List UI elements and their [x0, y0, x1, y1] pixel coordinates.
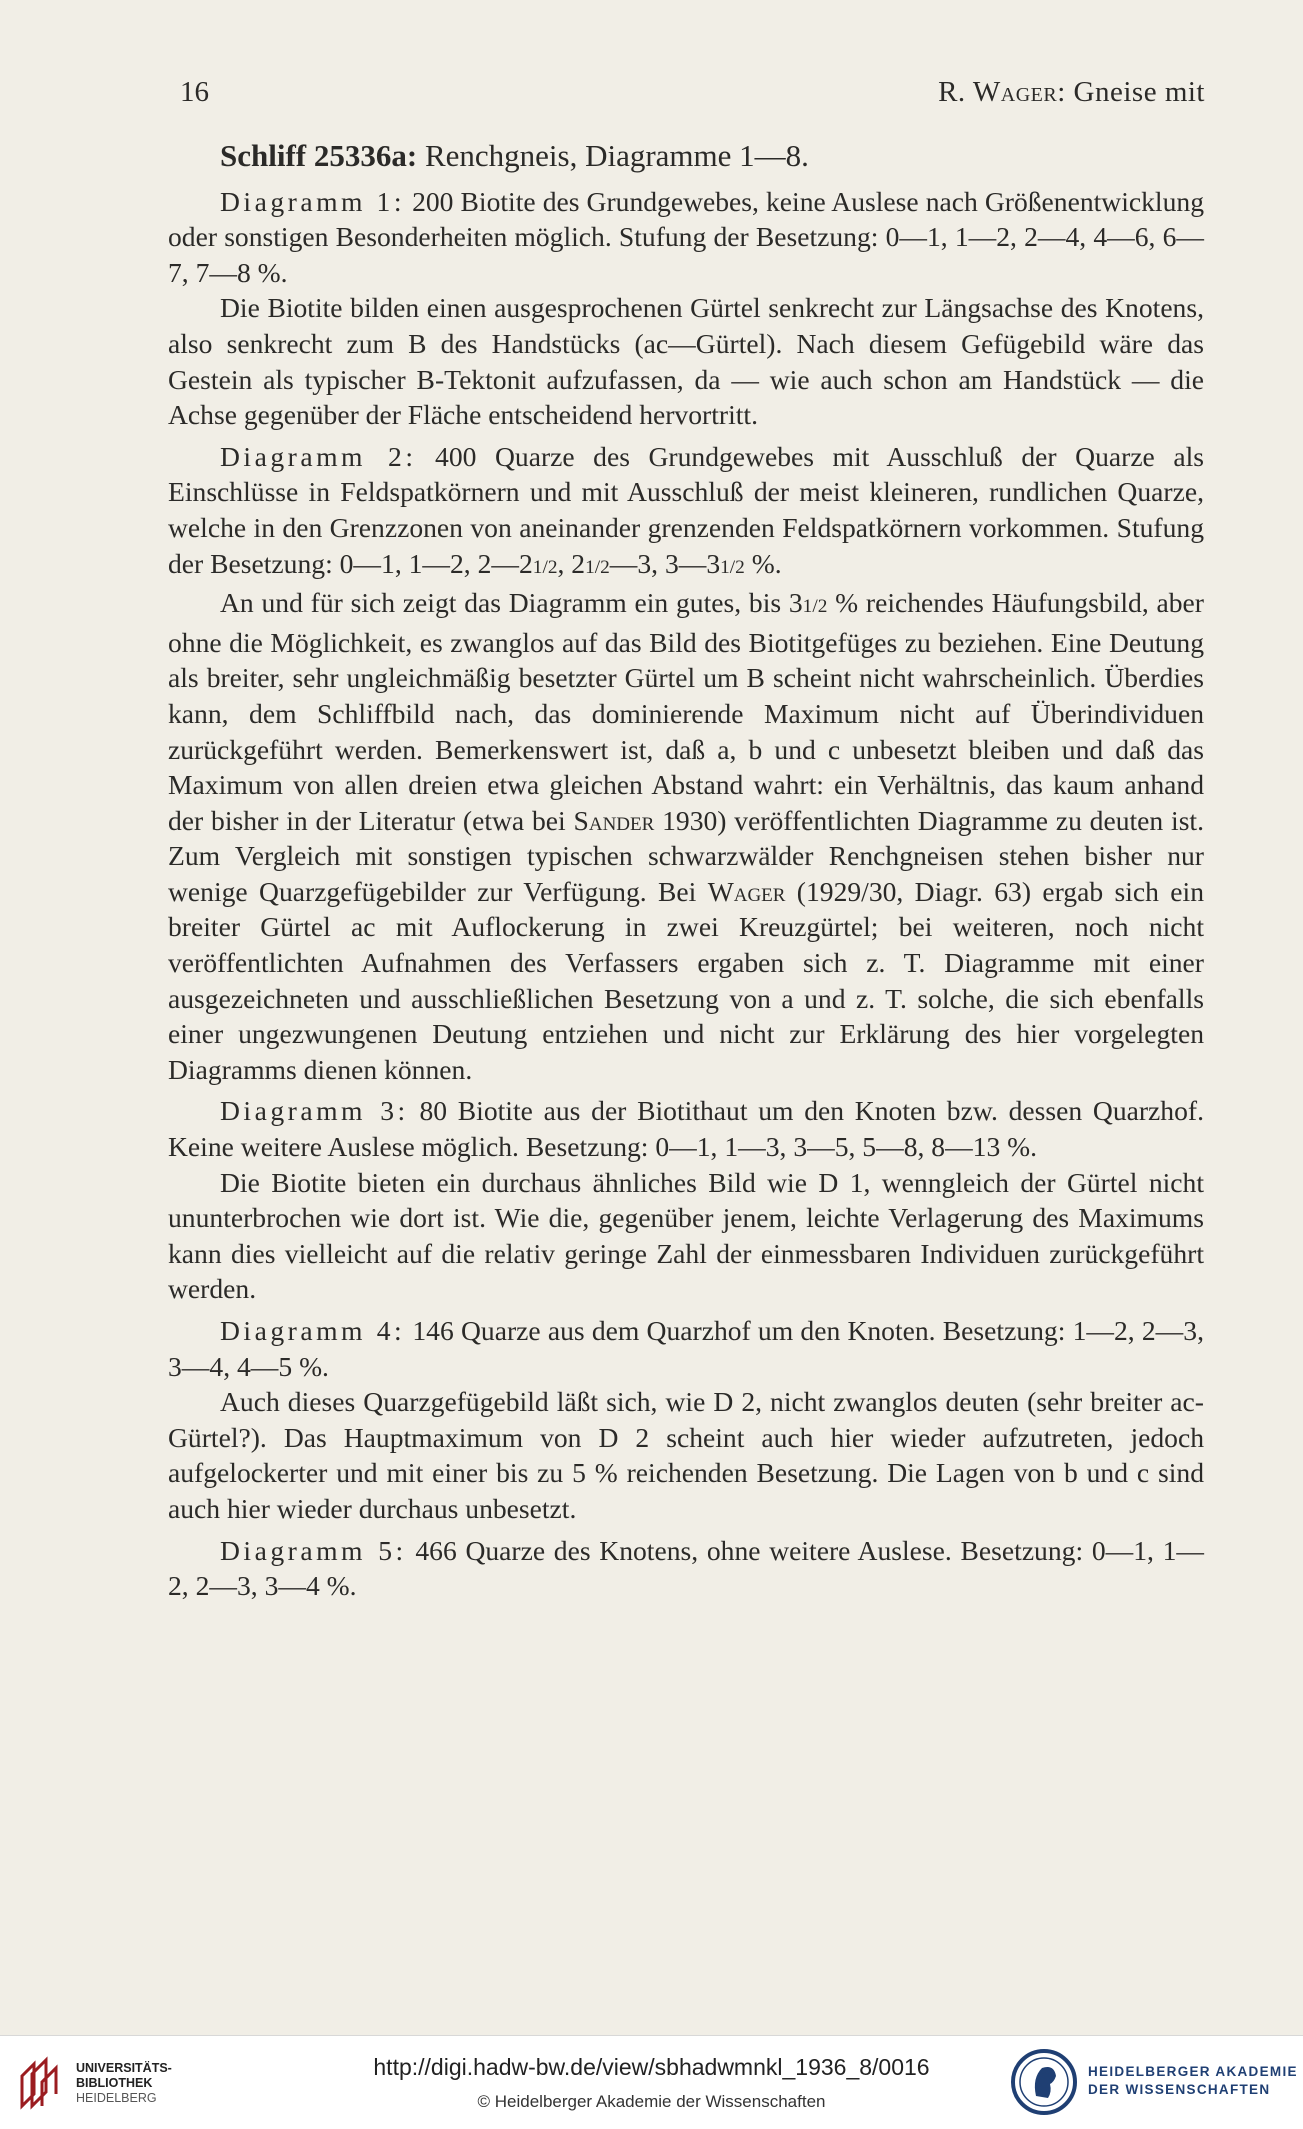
paragraph-text: 1930) veröffentlichten Diagramme zu deuten ist. Zum Vergleich mit sonstigen typischen schwarzwälder Renchgneisen stehen bisher nur wenige Quarzgefügebilder zur Verfügung. Bei	[168, 804, 1205, 907]
paragraph-quartz-interpretation	[168, 585, 1204, 1087]
diagram-lead: Diagramm 2:	[220, 440, 417, 472]
body-text	[168, 138, 1204, 1604]
page-number: 16	[180, 76, 209, 108]
paragraph-diagram-4	[168, 1313, 1204, 1384]
footer-bar	[0, 2035, 1303, 2129]
library-name-line: UNIVERSITÄTS-	[76, 2061, 172, 2075]
cited-author: Sander	[573, 804, 655, 836]
paragraph-text: An und für sich zeigt das Diagramm ein gutes, bis 3	[220, 587, 803, 619]
academy-seal-icon	[1010, 2048, 1078, 2116]
paragraph-text: 200 Biotite des Grundgewebes, keine Auslese nach Größenentwicklung oder sonstigen Besonderheiten möglich. Stufung der Besetzung: 0—1, 1—2, 2—4, 4—6, 6—7, 7—8 %.	[168, 185, 1204, 288]
diagram-lead: Diagramm 4:	[220, 1315, 406, 1346]
paragraph-diagram-3-interpretation: Die Biotite bieten ein durchaus ähnliches Bild wie D 1, wenngleich der Gürtel nicht ununterbrochen wie dort ist. Wie die, gegenüber jenem, leichte Verlagerung des Maximums kann dies vielleicht auf die relativ geringe Zahl der einmessbaren Individuen zurückgeführt werden.	[168, 1166, 1204, 1305]
running-header	[180, 76, 1205, 116]
library-name-line: BIBLIOTHEK	[76, 2076, 153, 2090]
paragraph-text: 80 Biotite aus der Biotithaut um den Knoten bzw. dessen Quarzhof. Keine weitere Auslese möglich. Besetzung: 0—1, 1—3, 3—5, 5—8, 8—13 %.	[168, 1095, 1204, 1163]
fraction: 1/2	[720, 556, 745, 578]
running-title	[938, 76, 1205, 109]
paragraph-text: —3, 3—3	[609, 547, 721, 579]
specimen-label: Schliff 25336a:	[220, 138, 418, 173]
diagram-lead: Diagramm 1:	[220, 185, 406, 217]
paragraph-text: (1929/30, Diagr. 63) ergab sich ein breiter Gürtel ac mit Auflockerung in zwei Kreuzgürtel; bei weiteren, noch nicht veröffentlichten Aufnahmen des Verfassers ergaben sich z. T. Diagramme mit einer ausgezeichneten und ausschließlichen Besetzung von a und z. T. solche, die sich ebenfalls einer ungezwungenen Deutung entziehen und nicht zur Erklärung des hier vorgelegten Diagramms dienen können.	[168, 875, 1204, 1085]
paragraph-text: 466 Quarze des Knotens, ohne weitere Auslese. Besetzung: 0—1, 1—2, 2—3, 3—4 %.	[168, 1534, 1204, 1602]
running-title-tail: : Gneise mit	[1057, 76, 1205, 108]
academy-name	[1088, 2063, 1298, 2099]
permalink-url[interactable]: http://digi.hadw-bw.de/view/sbhadwmnkl_1936_8/0016	[373, 2054, 930, 2080]
copyright-notice: © Heidelberger Akademie der Wissenschaften	[477, 2092, 826, 2111]
paragraph-diagram-1	[168, 184, 1204, 291]
cited-author: Wager	[707, 875, 786, 907]
paragraph-biotite-interpretation: Die Biotite bilden einen ausgesprochenen Gürtel senkrecht zur Längsachse des Knotens, also senkrecht zum B des Handstücks (ac—Gürtel). Nach diesem Gefügebild wäre das Gestein als typischer B-Tektonit aufzufassen, da — wie auch schon am Handstück — die Achse gegenüber der Fläche entscheidend hervortritt.	[168, 292, 1204, 431]
section-title	[168, 138, 1204, 174]
specimen-title: Renchgneis, Diagramme 1—8.	[417, 138, 809, 173]
paragraph-diagram-3	[168, 1093, 1204, 1164]
paragraph-diagram-4-interpretation: Auch dieses Quarzgefügebild läßt sich, wie D 2, nicht zwanglos deuten (sehr breiter ac-Gürtel?). Das Hauptmaximum von D 2 scheint auch hier wieder aufzutreten, jedoch aufgelockerter und mit einer bis zu 5 % reichenden Besetzung. Die Lagen von b und c sind auch hier wieder durchaus unbesetzt.	[168, 1386, 1204, 1524]
academy-name-line: DER WISSENSCHAFTEN	[1088, 2082, 1271, 2097]
academy-name-line: HEIDELBERGER AKADEMIE	[1088, 2064, 1298, 2079]
paragraph-text: , 2	[557, 547, 586, 579]
paragraph-text: 146 Quarze aus dem Quarzhof um den Knoten. Besetzung: 1—2, 2—3, 3—4, 4—5 %.	[168, 1315, 1204, 1382]
paragraph-text: 400 Quarze des Grundgewebes mit Ausschluß der Quarze als Einschlüsse in Feldspatkörnern und mit Ausschluß der meist kleineren, rundlichen Quarze, welche in den Grenzzonen von aneinander grenzenden Feldspatkörnern vorkommen. Stufung der Besetzung: 0—1, 1—2, 2—2	[168, 440, 1204, 579]
diagram-lead: Diagramm 5:	[220, 1534, 407, 1566]
paragraph-diagram-2	[168, 439, 1204, 585]
fraction: 1/2	[532, 556, 558, 578]
library-name-line: HEIDELBERG	[76, 2091, 157, 2105]
fraction: 1/2	[802, 596, 828, 618]
diagram-lead: Diagramm 3:	[220, 1095, 409, 1127]
author-name: R. Wager	[938, 76, 1058, 108]
paragraph-text: %.	[744, 547, 782, 579]
paragraph-text: % reichendes Häufungsbild, aber ohne die Möglichkeit, es zwanglos auf das Bild des Biotitgefüges zu beziehen. Eine Deutung als breiter, sehr ungleichmäßig besetzter Gürtel um B scheint nicht wahrscheinlich. Überdies kann, dem Schliffbild nach, das dominierende Maximum nicht auf Überindividuen zurückgeführt werden. Bemerkenswert ist, daß a, b und c unbesetzt bleiben und daß das Maximum von allen dreien etwa gleichen Abstand wahrt: ein Verhältnis, das kaum anhand der bisher in der Literatur (etwa bei	[168, 587, 1204, 836]
paragraph-diagram-5	[168, 1533, 1204, 1604]
fraction: 1/2	[585, 556, 610, 578]
